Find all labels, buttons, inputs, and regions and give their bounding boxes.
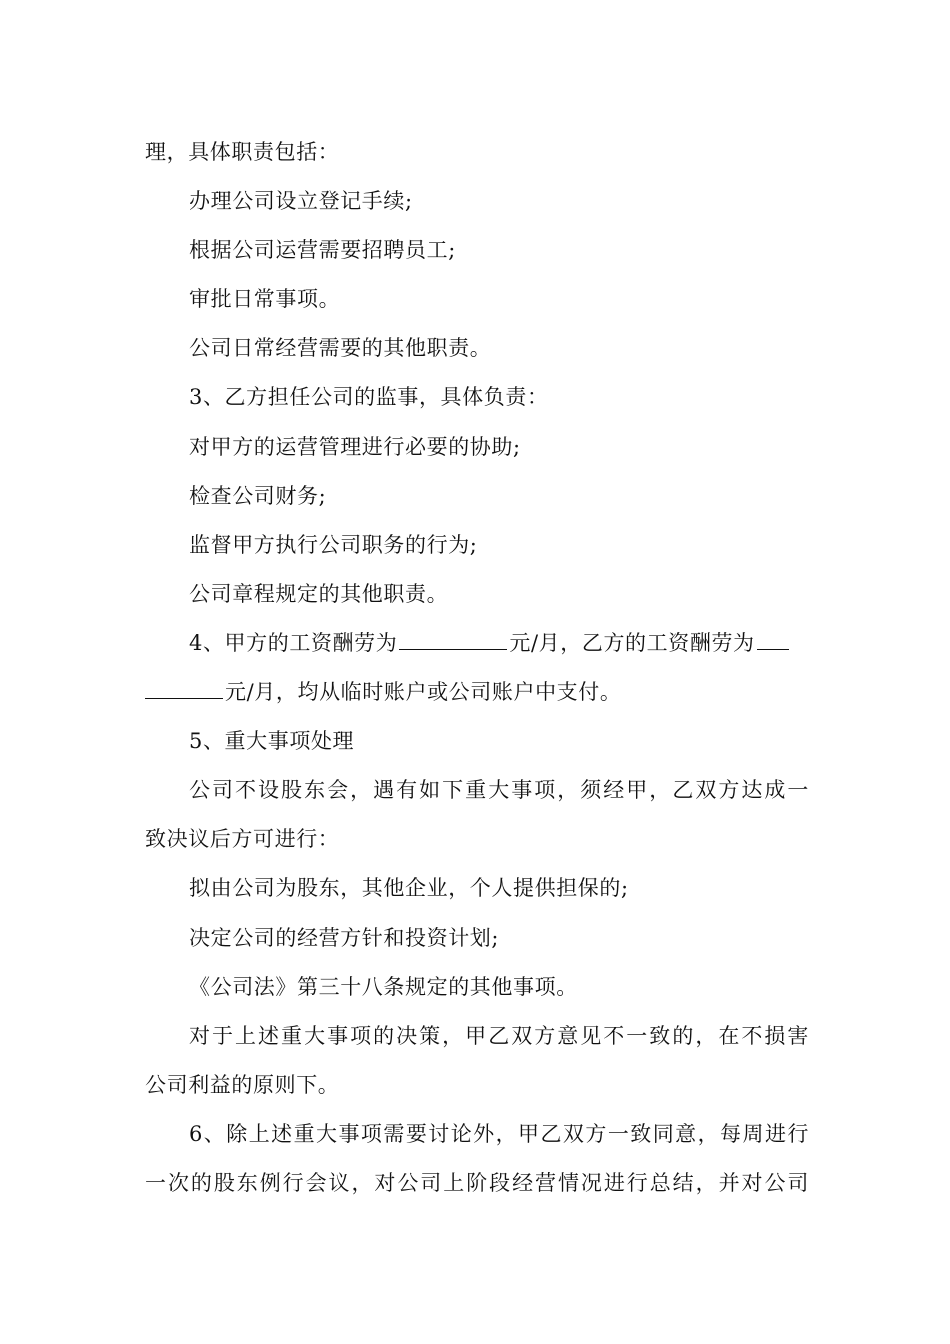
party-b-salary-blank-continued [145,676,223,699]
party-a-salary-blank [399,627,507,650]
paragraph-line: 对于上述重大事项的决策，甲乙双方意见不一致的，在不损害 [189,1023,809,1048]
document-body [145,128,809,1208]
paragraph-line: 《公司法》第三十八条规定的其他事项。 [189,974,578,999]
section-heading: 5、重大事项处理 [189,729,355,754]
paragraph-line: 公司日常经营需要的其他职责。 [189,336,492,361]
paragraph-line: 公司不设股东会，遇有如下重大事项，须经甲，乙双方达成一 [189,778,809,803]
paragraph-line: 审批日常事项。 [189,287,341,312]
paragraph-line: 对甲方的运营管理进行必要的协助; [189,434,521,459]
paragraph-line: 根据公司运营需要招聘员工; [189,238,456,263]
paragraph-line: 决定公司的经营方针和投资计划; [189,925,500,950]
paragraph-line: 拟由公司为股东，其他企业，个人提供担保的; [189,876,629,901]
paragraph-line: 公司章程规定的其他职责。 [189,581,449,606]
paragraph-line: 检查公司财务; [189,483,327,508]
salary-line [145,619,809,668]
paragraph-line: 监督甲方执行公司职务的行为; [189,532,478,557]
paragraph-line: 公司利益的原则下。 [145,1072,340,1097]
paragraph-line: 办理公司设立登记手续; [189,189,413,214]
paragraph-line: 6、除上述重大事项需要讨论外，甲乙双方一致同意，每周进行 [189,1121,809,1146]
paragraph-line: 一次的股东例行会议，对公司上阶段经营情况进行总结，并对公司 [145,1170,809,1195]
paragraph-line: 3、乙方担任公司的监事，具体负责： [189,385,549,410]
salary-text-b: 元/月，乙方的工资酬劳为 [509,630,755,655]
paragraph-line: 理，具体职责包括： [145,140,340,164]
salary-line-continued [145,668,809,717]
party-b-salary-blank [757,627,789,650]
paragraph-line: 致决议后方可进行： [145,827,340,852]
salary-text-a: 4、甲方的工资酬劳为 [189,630,398,655]
salary-text-c: 元/月，均从临时账户或公司账户中支付。 [225,680,622,705]
